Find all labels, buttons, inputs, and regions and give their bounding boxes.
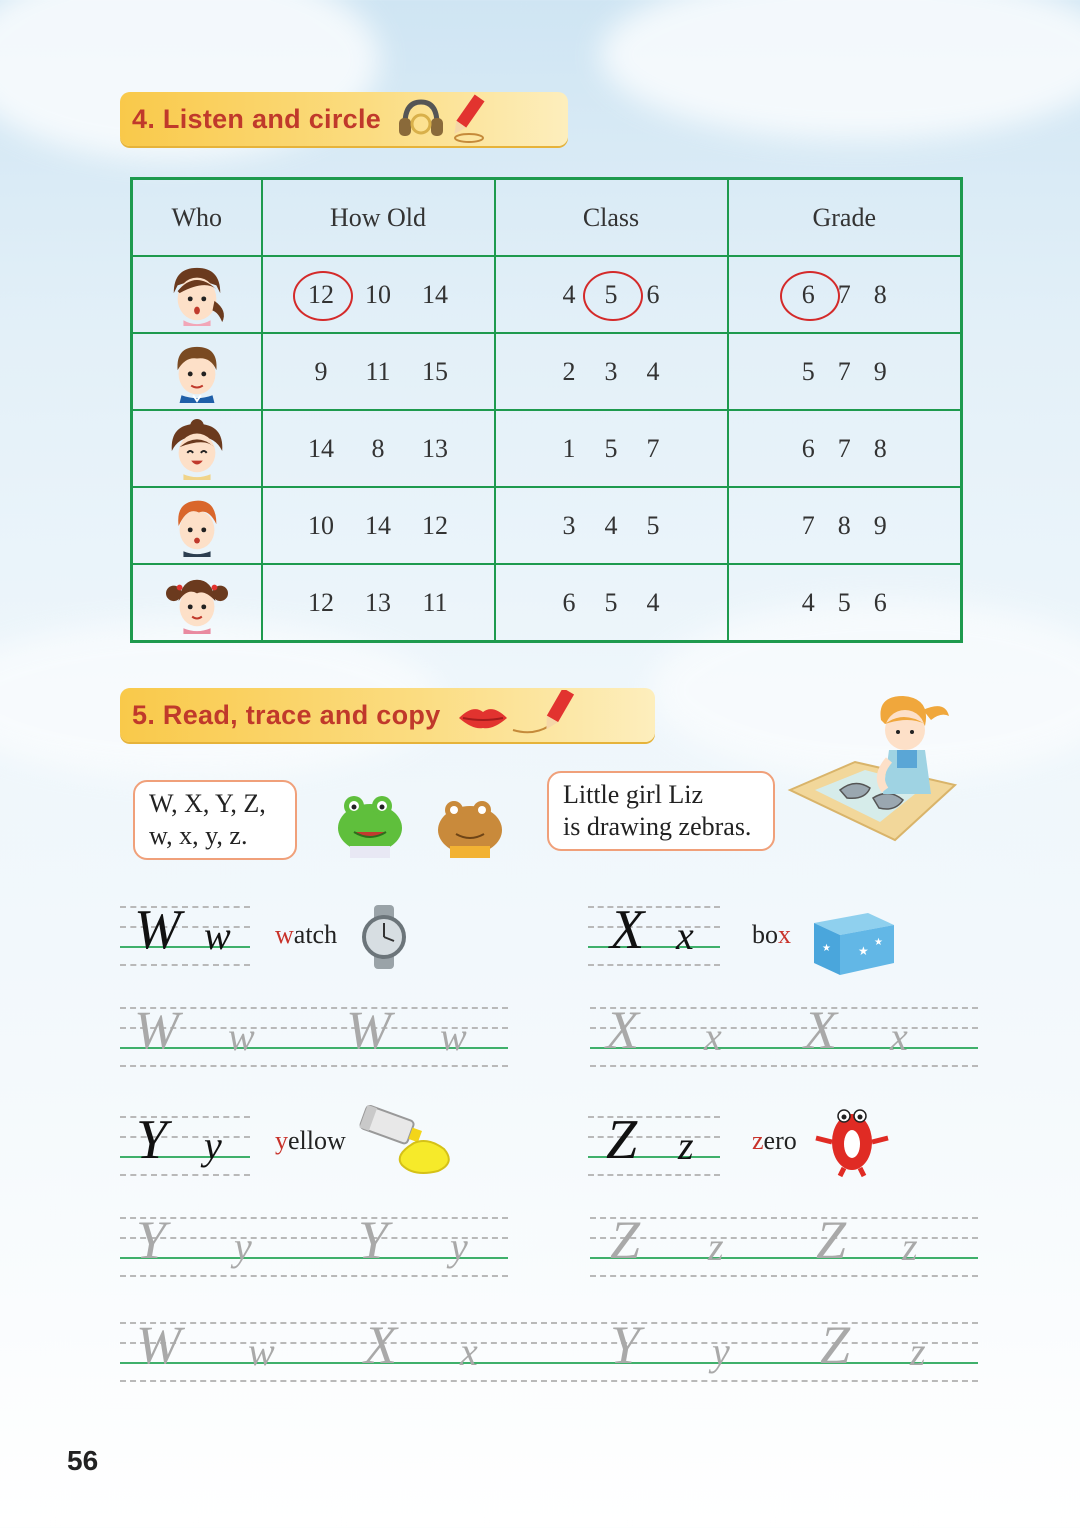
sample-uppercase: Y [136,1109,168,1171]
grade-options [728,333,962,410]
class-option[interactable]: 3 [562,510,576,540]
trace-letter: y [450,1224,468,1269]
grade-option[interactable]: 8 [873,433,887,463]
trace-letter: X [804,1000,837,1060]
letter-ww-sample [120,900,250,970]
word-highlight: y [275,1126,288,1155]
trace-row-x [590,1000,978,1067]
lips-pencil-icon [453,690,583,740]
trace-letter: x [460,1329,478,1374]
trace-letter: Z [820,1315,851,1375]
trace-row-z [590,1210,978,1277]
age-option[interactable]: 9 [314,356,328,386]
class-option[interactable]: 3 [604,356,618,386]
grade-options [728,564,962,642]
who-cell [132,333,262,410]
sample-lowercase: z [678,1123,694,1168]
trace-letter: W [346,1000,391,1060]
sample-lowercase: y [204,1123,222,1168]
header-who: Who [132,179,262,257]
example-word-zero [752,1126,797,1156]
svg-text:★: ★ [822,943,831,954]
letter-zz-sample [588,1110,720,1180]
table-row [132,256,962,333]
grade-option[interactable]: 8 [837,510,851,540]
example-word-watch [275,920,337,950]
age-option[interactable]: 12 [308,587,334,617]
speech-bubble-right [547,771,775,851]
class-option[interactable]: 5 [604,587,618,617]
class-options [495,333,728,410]
trace-row-combined [120,1315,978,1382]
section-5-banner [120,688,655,742]
trace-letter: Y [358,1210,389,1270]
class-option[interactable]: 4 [646,356,660,386]
sample-lowercase: w [204,913,231,958]
header-grade: Grade [728,179,962,257]
word-highlight: w [275,920,294,949]
example-word-yellow [275,1126,346,1156]
class-option[interactable]: 1 [562,433,576,463]
age-option[interactable]: 11 [365,356,391,386]
word-highlight: z [752,1126,764,1155]
age-option[interactable]: 13 [365,587,391,617]
header-class: Class [495,179,728,257]
trace-letter: w [248,1329,275,1374]
word-highlight: x [778,920,791,949]
section-5-title: 5. Read, trace and copy [132,699,441,730]
letter-xx-sample [588,900,720,970]
age-option[interactable]: 8 [371,433,385,463]
paint-tube-icon [358,1105,458,1177]
girl-laughing-face-icon [166,418,228,480]
trace-row-w [120,1000,508,1067]
grade-option[interactable]: 5 [837,587,851,617]
who-cell [132,410,262,487]
svg-text:★: ★ [874,937,883,948]
svg-text:★: ★ [858,944,869,958]
class-option[interactable]: 2 [562,356,576,386]
trace-letter: W [136,1315,181,1375]
age-option[interactable]: 13 [422,433,448,463]
age-option-circled[interactable]: 12 [293,275,350,315]
girl-drawing-zebras-illustration [785,690,960,850]
age-options [262,333,495,410]
trace-letter: z [708,1224,724,1269]
box-icon [810,905,898,977]
grade-option[interactable]: 7 [837,433,851,463]
trace-letter: X [606,1000,639,1060]
grade-option[interactable]: 5 [801,356,815,386]
headphones-pencil-icon [397,94,492,144]
class-option[interactable]: 6 [646,279,660,309]
word-rest: bo [752,920,778,949]
class-option[interactable]: 4 [562,279,576,309]
zero-character-icon [812,1102,892,1178]
age-option[interactable]: 12 [422,510,448,540]
age-option[interactable]: 11 [422,587,448,617]
section-4-banner [120,92,568,146]
age-options [262,410,495,487]
class-option[interactable]: 5 [604,433,618,463]
section-4-title: 4. Listen and circle [132,103,382,134]
trace-letter: Y [610,1315,641,1375]
class-option[interactable]: 4 [604,510,618,540]
boy-red-hair-face-icon [166,495,228,557]
frog-and-toad-icon [320,790,520,860]
age-option[interactable]: 15 [422,356,448,386]
age-option[interactable]: 10 [365,279,391,309]
table-header-row [132,179,962,257]
class-options [495,564,728,642]
who-cell [132,256,262,333]
sample-lowercase: x [676,913,694,958]
bubble-line: is drawing zebras. [563,812,752,841]
grade-option[interactable]: 8 [873,279,887,309]
class-options [495,256,728,333]
cloud [600,0,1080,140]
header-how-old: How Old [262,179,495,257]
class-option-circled[interactable]: 5 [590,275,632,315]
grade-option[interactable]: 7 [837,356,851,386]
grade-option[interactable]: 4 [801,587,815,617]
grade-option[interactable]: 7 [837,279,851,309]
class-options [495,487,728,564]
age-option[interactable]: 14 [422,279,448,309]
age-options [262,487,495,564]
word-rest: atch [293,920,338,949]
table-row [132,487,962,564]
age-option[interactable]: 10 [308,510,334,540]
grade-option[interactable]: 7 [801,510,815,540]
grade-option-circled[interactable]: 6 [790,275,826,315]
class-option[interactable]: 7 [646,433,660,463]
boy-brown-hair-face-icon [166,341,228,403]
bubble-line: Little girl Liz [563,780,704,809]
class-option[interactable]: 6 [562,587,576,617]
watch-icon [356,905,412,969]
word-rest: ero [763,1126,797,1155]
grade-option[interactable]: 9 [873,510,887,540]
trace-letter: w [440,1014,467,1059]
grade-option[interactable]: 9 [873,356,887,386]
trace-letter: Z [610,1210,641,1270]
trace-letter: W [134,1000,179,1060]
sample-uppercase: X [610,899,645,961]
grade-option[interactable]: 6 [801,433,815,463]
trace-letter: Z [816,1210,847,1270]
trace-letter: y [234,1224,252,1269]
age-options [262,564,495,642]
table-row [132,333,962,410]
trace-letter: X [364,1315,397,1375]
age-option[interactable]: 14 [365,510,391,540]
who-cell [132,487,262,564]
trace-letter: Y [136,1210,167,1270]
trace-letter: y [712,1329,730,1374]
word-rest: ellow [288,1126,346,1155]
listen-circle-table [130,177,963,643]
page-number: 56 [67,1445,99,1476]
sample-uppercase: Z [606,1109,638,1171]
grade-options [728,410,962,487]
grade-options [728,256,962,333]
class-option[interactable]: 5 [646,510,660,540]
sample-uppercase: W [134,899,181,961]
table-row [132,410,962,487]
grade-option[interactable]: 6 [873,587,887,617]
age-option[interactable]: 14 [308,433,334,463]
who-cell [132,564,262,642]
trace-letter: z [910,1329,926,1374]
example-word-box [752,920,791,950]
girl-pigtails-face-icon [166,572,228,634]
trace-letter: x [704,1014,722,1059]
bubble-line: w, x, y, z. [149,821,248,850]
grade-options [728,487,962,564]
class-option[interactable]: 4 [646,587,660,617]
table-row [132,564,962,642]
trace-row-y [120,1210,508,1277]
letter-yy-sample [120,1110,250,1180]
bubble-line: W, X, Y, Z, [149,789,266,818]
class-options [495,410,728,487]
trace-letter: x [890,1014,908,1059]
trace-letter: w [228,1014,255,1059]
trace-letter: z [902,1224,918,1269]
speech-bubble-left [133,780,297,860]
age-options [262,256,495,333]
girl-ponytail-face-icon [166,264,228,326]
